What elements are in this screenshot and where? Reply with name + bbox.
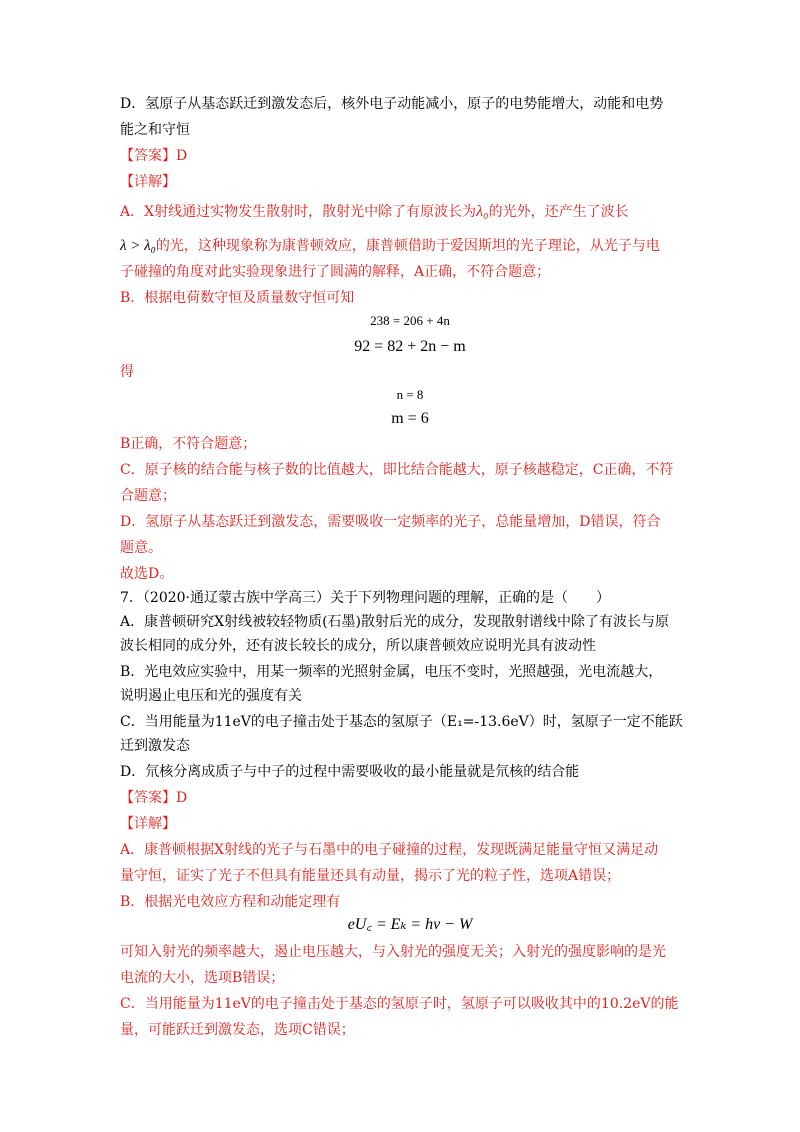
q7-option-a-line2: 波长相同的成分外，还有波长较长的成分，所以康普顿效应说明光具有波动性 [120,638,596,654]
q6-explain-d-line1: D．氢原子从基态跃迁到激发态，需要吸收一定频率的光子，总能量增加，D错误，符合 [120,514,661,530]
q7-explain-a-line2: 量守恒，证实了光子不但具有能量还具有动量，揭示了光的粒子性，选项A错误； [120,868,621,884]
q6-explain-a-line2 [120,236,700,256]
equation-charge-number: 92 = 82 + 2n − m [354,338,466,355]
q7-option-a-line1: A．康普顿研究X射线被较轻物质(石墨)散射后光的成分，发现散射谱线中除了有波长与原 [120,614,669,630]
q6-detail-label: 【详解】 [120,174,176,190]
q7-option-d-line1: D．氘核分离成质子与中子的过程中需要吸收的最小能量就是氘核的结合能 [120,764,580,780]
q6-explain-a-line3: 子碰撞的角度对此实验现象进行了圆满的解释，A正确，不符合题意； [120,264,551,280]
lambda0-symbol: λ₀ [476,203,489,220]
q6-option-d-line1: D．氢原子从基态跃迁到激发态后，核外电子动能减小，原子的电势能增大，动能和电势 [120,96,664,112]
q7-explain-c-line2: 量，可能跃迁到激发态，选项C错误； [120,1022,355,1038]
q7-option-b-line1: B．光电效应实验中，用某一频率的光照射金属，电压不变时，光照越强，光电流越大， [120,664,663,680]
q7-explain-b-line2: 可知入射光的频率越大，遏止电压越大，与入射光的强度无关；入射光的强度影响的是光 [120,944,666,960]
q6-de-label: 得 [120,364,134,380]
q7-explain-b-line1: B．根据光电效应方程和动能定理有 [120,894,341,910]
q6-b-conclusion: B正确，不符合题意； [120,436,257,452]
q7-explain-c-line1: C．当用能量为11eV的电子撞击处于基态的氢原子时，氢原子可以吸收其中的10.2eV的能 [120,996,679,1012]
equation-n-result: n = 8 [396,387,424,402]
q7-option-c-line2: 迁到激发态 [120,738,190,754]
q6-explain-a-line1-start: A．X射线通过实物发生散射时，散射光中除了有原波长为 [120,204,477,220]
q6-explain-c-line1: C．原子核的结合能与核子数的比值越大，即比结合能越大，原子核越稳定，C正确，不符 [120,462,674,478]
equation-photoelectric: eU꜀ = Eₖ = hν − W [347,916,473,933]
equation-m-result: m = 6 [391,410,429,427]
q6-explain-a-line2-rest: 的光，这种现象称为康普顿效应，康普顿借助于爱因斯坦的光子理论，从光子与电 [155,238,660,254]
q6-choose: 故选D。 [120,566,174,582]
q7-explain-a-line1: A．康普顿根据X射线的光子与石墨中的电子碰撞的过程，发现既满足能量守恒又满足动 [120,842,659,858]
q7-detail-label: 【详解】 [120,816,176,832]
q7-answer: 【答案】D [120,790,188,806]
lambda-condition: λ > λ₀ [120,238,156,254]
q6-explain-a-line1 [120,202,700,222]
q7-option-c-line1: C．当用能量为11eV的电子撞击处于基态的氢原子（E₁=-13.6eV）时，氢原子一定不能跃 [120,714,683,730]
q6-explain-d-line2: 题意。 [120,540,162,556]
equation-mass-number: 238 = 206 + 4n [370,313,450,328]
q6-explain-c-line2: 合题意； [120,488,176,504]
q7-stem: 7．（2020·通辽蒙古族中学高三）关于下列物理问题的理解，正确的是（ ） [120,590,610,606]
q6-explain-b-line1: B．根据电荷数守恒及质量数守恒可知 [120,290,355,306]
q6-option-d-line2: 能之和守恒 [120,122,190,138]
q7-explain-b-line3: 电流的大小，选项B错误； [120,970,285,986]
q6-answer: 【答案】D [120,148,188,164]
q6-explain-a-line1-end: 的光外，还产生了波长 [488,204,629,220]
q7-option-b-line2: 说明遏止电压和光的强度有关 [120,688,302,704]
